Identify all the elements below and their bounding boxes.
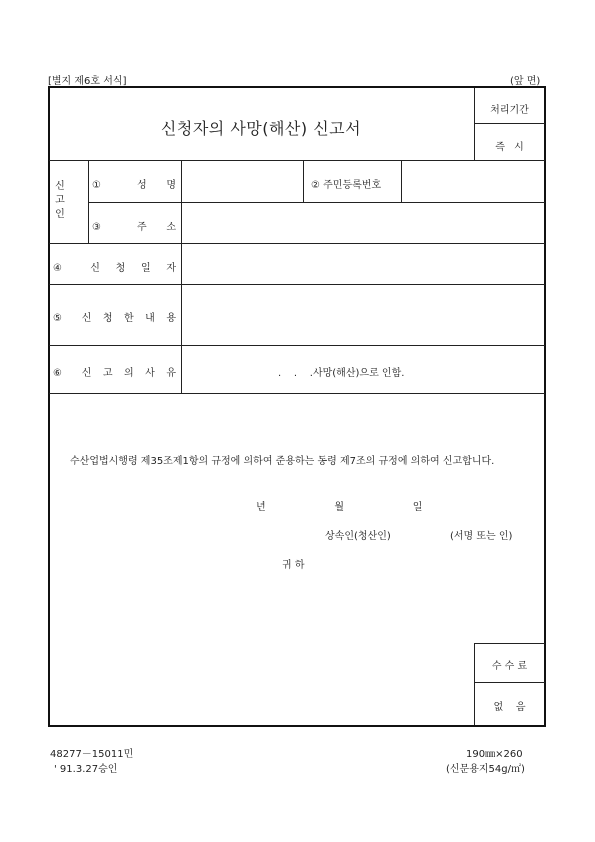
reporter-group-char: 인 xyxy=(55,209,65,220)
report-reason-label: ⑥ 신 고 의 사 유 xyxy=(53,368,176,379)
divider xyxy=(303,160,304,202)
signer-label: 상속인(청산인) xyxy=(325,531,391,542)
address-label: ③ 주 소 xyxy=(92,222,176,233)
divider xyxy=(474,643,545,644)
address-field[interactable] xyxy=(183,204,543,241)
divider xyxy=(401,160,402,202)
page-side-label: (앞 면) xyxy=(510,76,541,87)
divider xyxy=(181,160,182,393)
divider xyxy=(49,243,545,244)
name-label: ① 성 명 xyxy=(92,180,176,191)
application-date-label: ④ 신 청 일 자 xyxy=(53,263,176,274)
divider xyxy=(49,345,545,346)
divider xyxy=(49,393,545,394)
paper-type: (신문용지54g/㎡) xyxy=(446,764,525,775)
resident-number-field[interactable] xyxy=(403,162,543,200)
divider xyxy=(49,160,545,161)
name-field[interactable] xyxy=(183,162,301,200)
form-number: [별지 제6호 서식] xyxy=(48,76,127,87)
divider xyxy=(474,682,545,683)
report-reason-value: . . .사망(해산)으로 인함. xyxy=(278,368,405,379)
signature-hint: (서명 또는 인) xyxy=(450,531,513,542)
addressee: 귀 하 xyxy=(282,560,305,571)
reporter-group-label xyxy=(53,180,67,222)
date-line: 년 월 일 xyxy=(256,502,423,513)
declaration-text: 수산업법시행령 제35조제1항의 규정에 의하여 준용하는 동령 제7조의 규정에 의하여 신고합니다. xyxy=(70,456,495,467)
form-title: 신청자의 사망(해산) 신고서 xyxy=(160,119,362,138)
divider xyxy=(88,202,545,203)
processing-period-value: 즉 시 xyxy=(495,142,524,153)
divider xyxy=(49,284,545,285)
form-code: 48277－15011민 xyxy=(50,749,134,760)
reporter-group-char: 고 xyxy=(55,195,65,206)
application-content-field[interactable] xyxy=(183,286,543,343)
resident-number-label: ② 주민등록번호 xyxy=(311,180,382,191)
reporter-group-char: 신 xyxy=(55,181,65,192)
paper-size: 190㎜×260 xyxy=(466,749,523,760)
fee-value: 없 음 xyxy=(493,702,526,713)
processing-period-label: 처리기간 xyxy=(490,105,529,116)
application-content-label: ⑤ 신 청 한 내 용 xyxy=(53,313,176,324)
fee-label: 수 수 료 xyxy=(491,661,528,672)
application-date-field[interactable] xyxy=(183,245,543,282)
divider xyxy=(474,123,545,124)
divider xyxy=(88,160,89,243)
approval-date: ' 91.3.27승인 xyxy=(54,764,118,775)
